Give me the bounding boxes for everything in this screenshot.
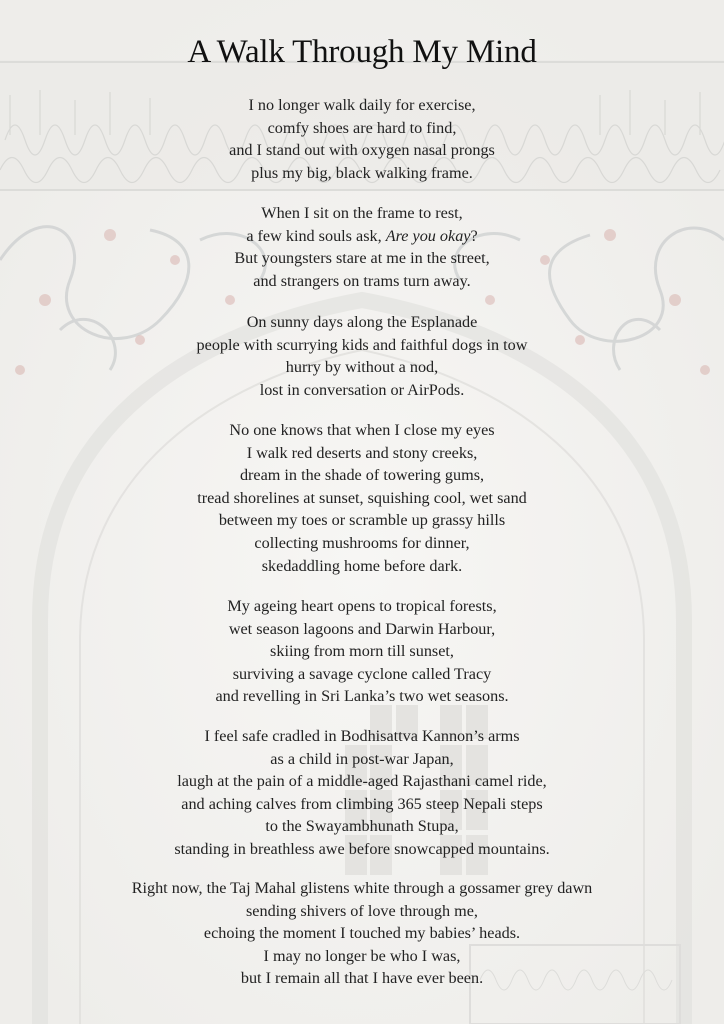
poem-line: but I remain all that I have ever been. xyxy=(240,969,484,988)
poem-line: echoing the moment I touched my babies’ heads. xyxy=(203,924,521,943)
poem-line: lost in conversation or AirPods. xyxy=(259,380,465,399)
poem-line: sending shivers of love through me, xyxy=(246,901,478,920)
poem-line: hurry by without a nod, xyxy=(285,358,439,377)
poem-line: But youngsters stare at me in the street, xyxy=(234,249,490,268)
stanza-3 xyxy=(0,311,724,401)
stanza-4 xyxy=(0,419,724,577)
poem-title: A Walk Through My Mind xyxy=(187,34,537,70)
stanza-2 xyxy=(0,202,724,292)
stanza-7 xyxy=(0,877,724,990)
poem-line: plus my big, black walking frame. xyxy=(251,163,473,182)
poem-line: to the Swayambhunath Stupa, xyxy=(265,817,459,836)
poem-line: dream in the shade of towering gums, xyxy=(239,466,485,485)
poem-line: laugh at the pain of a middle-aged Rajasthani camel ride, xyxy=(177,772,547,791)
poem-line: as a child in post-war Japan, xyxy=(270,749,454,768)
poem-line: On sunny days along the Esplanade xyxy=(246,313,478,331)
stanza-6 xyxy=(0,725,724,861)
stanza-5 xyxy=(0,595,724,708)
question-mark: ? xyxy=(470,226,478,245)
poem-line: skiing from morn till sunset, xyxy=(270,642,454,661)
poem-line: surviving a savage cyclone called Tracy xyxy=(232,664,492,683)
poem-line: I may no longer be who I was, xyxy=(263,946,461,965)
poem-line: standing in breathless awe before snowcapped mountains. xyxy=(174,839,550,858)
poem-line: I feel safe cradled in Bodhisattva Kannon’s arms xyxy=(204,727,520,745)
poem-line: between my toes or scramble up grassy hills xyxy=(218,511,506,530)
italic-quote: Are you okay xyxy=(385,226,471,245)
poem-line: and revelling in Sri Lanka’s two wet seasons. xyxy=(215,687,509,706)
poem-line: I no longer walk daily for exercise, xyxy=(248,96,476,114)
stanza-1 xyxy=(0,94,724,184)
poem-line: wet season lagoons and Darwin Harbour, xyxy=(228,619,496,638)
poem-line: and strangers on trams turn away. xyxy=(253,271,471,290)
poem-line: No one knows that when I close my eyes xyxy=(229,421,495,439)
poem-line: My ageing heart opens to tropical forests, xyxy=(227,597,497,615)
poem-line: When I sit on the frame to rest, xyxy=(261,204,463,222)
poem-line: Right now, the Taj Mahal glistens white through a gossamer grey dawn xyxy=(131,879,593,897)
poem-line: comfy shoes are hard to find, xyxy=(267,118,457,137)
poem-line: people with scurrying kids and faithful dogs in tow xyxy=(196,335,528,354)
poem-line: I walk red deserts and stony creeks, xyxy=(246,443,478,462)
poem-line: and I stand out with oxygen nasal prongs xyxy=(229,141,495,160)
poem-line: tread shorelines at sunset, squishing cool, wet sand xyxy=(197,488,527,507)
poem-line xyxy=(0,225,724,248)
poem-line: skedaddling home before dark. xyxy=(261,556,463,575)
poem-line: and aching calves from climbing 365 steep Nepali steps xyxy=(181,794,543,813)
poem-line: collecting mushrooms for dinner, xyxy=(254,533,470,552)
poem-line-text: a few kind souls ask, xyxy=(246,226,386,245)
